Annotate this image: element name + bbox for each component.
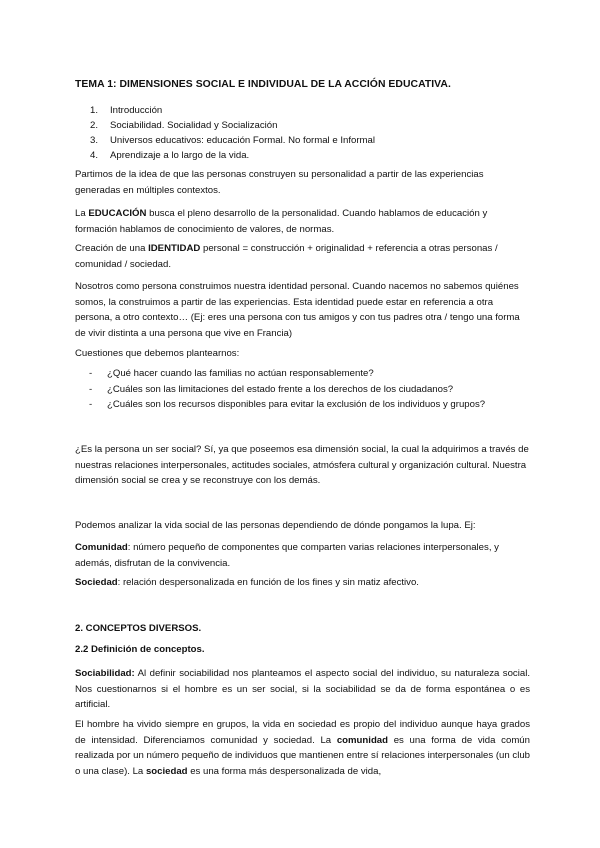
bold-term: EDUCACIÓN xyxy=(88,208,147,219)
text-span: : número pequeño de componentes que comparten varias relaciones interpersonales, y además, disfrutan de la convivencia. xyxy=(75,542,499,569)
toc-item xyxy=(90,103,530,118)
list-item-text: ¿Qué hacer cuando las familias no actúan responsablemente? xyxy=(107,368,374,379)
questions-list xyxy=(89,366,539,413)
dash-marker: - xyxy=(89,368,93,379)
toc-text: Universos educativos: educación Formal. No formal e Informal xyxy=(110,135,376,146)
toc-number: 1. xyxy=(90,105,99,116)
text-span: El hombre ha vivido siempre en grupos, la vida en sociedad es propio del individuo aunque haya grados de intensidad. Diferenciamos comunidad y sociedad. La xyxy=(75,719,530,746)
text-span: busca el pleno desarrollo de la personalidad. Cuando hablamos de educación y formación hablamos de conocimiento de valores, de normas. xyxy=(75,208,488,235)
text-span: personal = construcción + originalidad + referencia a otras personas / comunidad / sociedad. xyxy=(75,243,498,270)
toc-number: 4. xyxy=(90,150,99,161)
text-span: es una forma de vida común realizada por un número pequeño de individuos que mantienen entre sí relaciones interpersonales (un club o una clase). La xyxy=(75,734,530,777)
bold-term: IDENTIDAD xyxy=(148,243,201,254)
text-span: La xyxy=(75,208,89,219)
list-item xyxy=(89,397,539,413)
paragraph-comunidad xyxy=(75,540,530,571)
table-of-contents xyxy=(90,103,530,163)
bold-term: Sociedad xyxy=(75,577,118,588)
text-span: Al definir sociabilidad nos planteamos el aspecto social del individuo, su naturaleza social. Nos cuestionarnos si el hombre es un ser social, si la sociabilidad se da de forma espontánea o es artificial. xyxy=(75,668,530,710)
paragraph-identidad xyxy=(75,241,530,272)
bold-term: Sociabilidad: xyxy=(75,668,135,679)
text-span: : relación despersonalizada en función de los fines y sin matiz afectivo. xyxy=(117,577,419,588)
subsection-heading: 2.2 Definición de conceptos. xyxy=(75,644,205,655)
text-span: es una forma más despersonalizada de vida, xyxy=(187,765,382,777)
toc-text: Sociabilidad. Socialidad y Socialización xyxy=(110,120,278,131)
list-item xyxy=(89,366,539,382)
toc-text: Introducción xyxy=(110,105,163,116)
document-title: TEMA 1: DIMENSIONES SOCIAL E INDIVIDUAL DE LA ACCIÓN EDUCATIVA. xyxy=(75,79,451,90)
list-item-text: ¿Cuáles son los recursos disponibles para evitar la exclusión de los individuos y grupos? xyxy=(107,399,486,410)
dash-marker: - xyxy=(89,399,93,410)
toc-number: 2. xyxy=(90,120,99,131)
paragraph-ser-social: ¿Es la persona un ser social? Sí, ya que poseemos esa dimensión social, la cual la adquirimos a través de nuestras relaciones interpersonales, actitudes sociales, atmósfera cultural y organización cultural. Nuestra dimensión social se crea y se reconstruye con los demás. xyxy=(75,444,529,486)
toc-text: Aprendizaje a lo largo de la vida. xyxy=(110,150,250,161)
toc-number: 3. xyxy=(90,135,99,146)
toc-item xyxy=(90,148,530,163)
bold-term: sociedad xyxy=(145,765,188,777)
dash-marker: - xyxy=(89,383,93,395)
paragraph-sociedad xyxy=(75,575,530,591)
toc-item xyxy=(90,133,530,148)
list-item xyxy=(89,382,539,398)
bold-term: Comunidad xyxy=(75,542,128,553)
toc-item xyxy=(90,118,530,133)
bold-term: comunidad xyxy=(336,734,388,746)
paragraph-sociabilidad xyxy=(75,666,530,713)
list-item-text: ¿Cuáles son las limitaciones del estado frente a los derechos de los ciudadanos? xyxy=(107,383,454,395)
paragraph-educacion xyxy=(75,206,530,237)
text-span: Creación de una xyxy=(75,243,149,254)
paragraph-cuestiones: Cuestiones que debemos plantearnos: xyxy=(75,348,240,359)
paragraph-identidad-personal: Nosotros como persona construimos nuestra identidad personal. Cuando nacemos no sabemos quiénes somos, la construimos a partir de las experiencias. Esta identidad puede estar en referencia a otra persona, a otro contexto… (Ej: eres una persona con tus amigos y con tus padres otra / tengo una forma de vivir distinta a una persona que vive en Francia) xyxy=(75,281,520,339)
paragraph-intro: Partimos de la idea de que las personas construyen su personalidad a partir de las experiencias generadas en múltiples contextos. xyxy=(75,169,484,196)
paragraph-hombre-grupos xyxy=(75,717,530,779)
paragraph-lupa: Podemos analizar la vida social de las personas dependiendo de dónde pongamos la lupa. Ej: xyxy=(75,520,476,531)
section-heading: 2. CONCEPTOS DIVERSOS. xyxy=(75,623,202,634)
